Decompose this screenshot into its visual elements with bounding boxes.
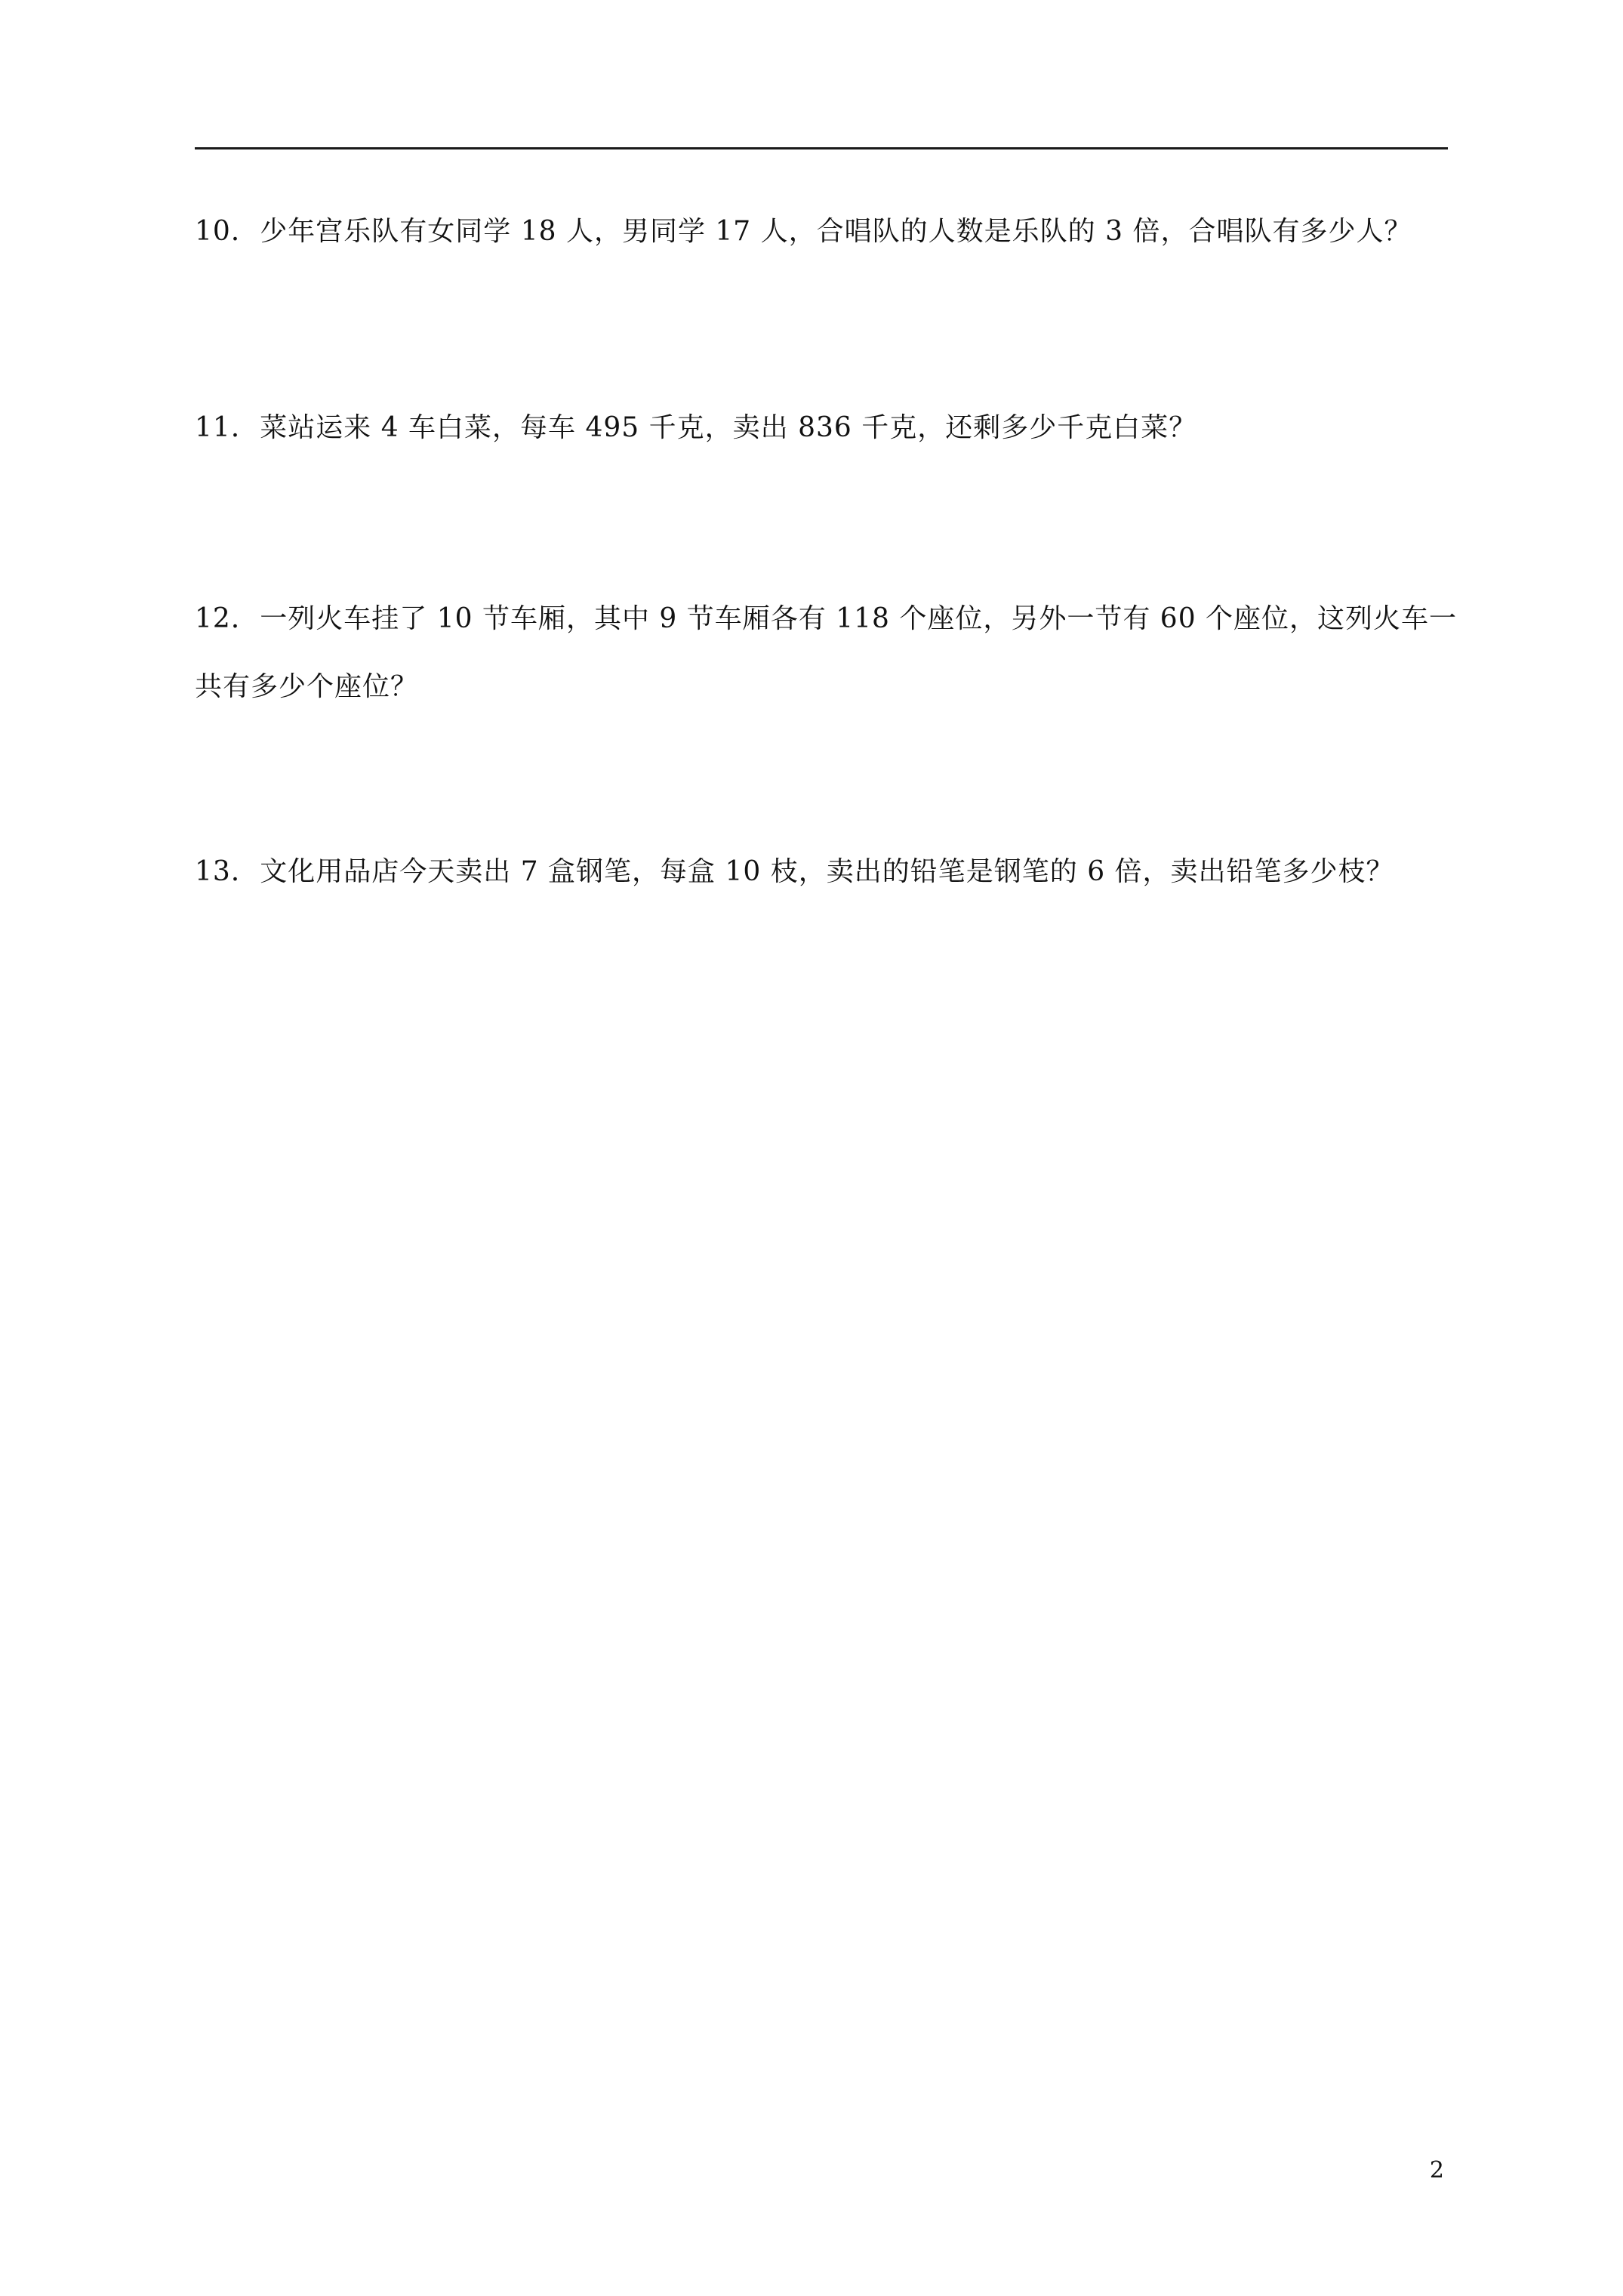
question-13: [195, 838, 1463, 906]
question-number: 10.: [195, 216, 241, 247]
question-12: [195, 585, 1463, 721]
question-text: 一列火车挂了 10 节车厢，其中 9 节车厢各有 118 个座位，另外一节有 60 个座位，这列火车一共有多少个座位？: [195, 603, 1458, 702]
question-number: 12.: [195, 603, 241, 634]
question-text: 菜站运来 4 车白菜，每车 495 千克，卖出 836 千克，还剩多少千克白菜？: [260, 412, 1197, 443]
question-10: [195, 198, 1463, 266]
question-text: 文化用品店今天卖出 7 盒钢笔，每盒 10 枝，卖出的铅笔是钢笔的 6 倍，卖出铅笔多少枝？: [260, 856, 1394, 887]
question-text: 少年宫乐队有女同学 18 人，男同学 17 人，合唱队的人数是乐队的 3 倍，合唱队有多少人？: [260, 216, 1412, 247]
question-number: 13.: [195, 856, 241, 887]
question-number: 11.: [195, 412, 241, 443]
question-11: [195, 394, 1463, 462]
header-rule: [195, 147, 1448, 149]
page-number: 2: [1429, 2157, 1444, 2184]
